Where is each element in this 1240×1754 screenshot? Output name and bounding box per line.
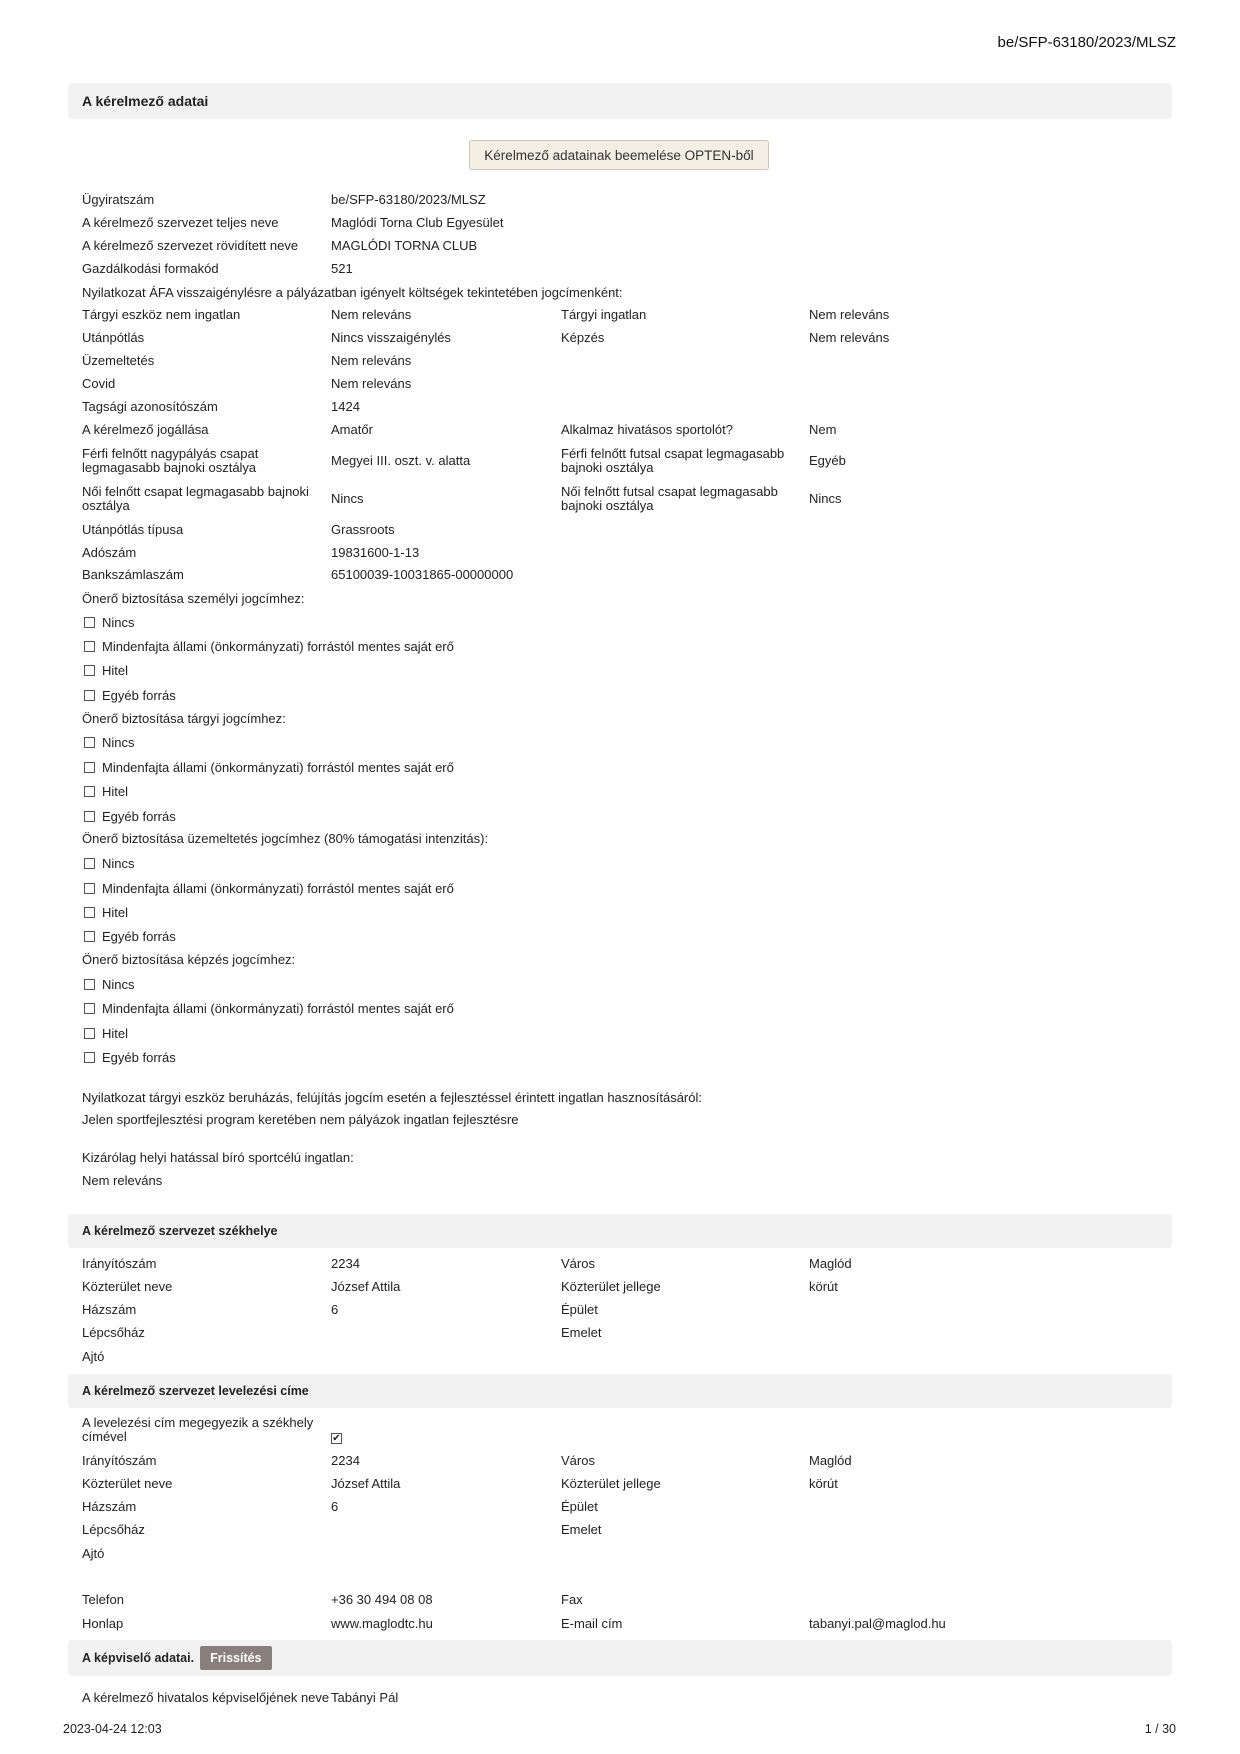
field-label: Női felnőtt csapat legmagasabb bajnoki osztálya bbox=[82, 484, 309, 513]
field-label: Fax bbox=[561, 1592, 583, 1607]
property-declaration-question: Nyilatkozat tárgyi eszköz beruházás, felújítás jogcím esetén a fejlesztéssel érintett ingatlan hasznosításáról: bbox=[82, 1089, 702, 1105]
field-label: Lépcsőház bbox=[82, 1325, 145, 1340]
field-label: Emelet bbox=[561, 1325, 602, 1340]
row-mail-street bbox=[82, 1473, 1172, 1495]
row-mail-same-as-seat bbox=[82, 1412, 1172, 1448]
field-label: Covid bbox=[82, 376, 116, 391]
row-form-code bbox=[82, 258, 1172, 280]
field-value: körút bbox=[809, 1279, 838, 1294]
refresh-button[interactable]: Frissítés bbox=[200, 1646, 271, 1670]
row-short-name bbox=[82, 235, 1172, 257]
onero-tangible-option[interactable] bbox=[84, 780, 128, 802]
onero-tangible-option[interactable] bbox=[84, 756, 454, 778]
checkbox[interactable] bbox=[84, 1028, 95, 1039]
website-link[interactable]: www.maglodtc.hu bbox=[331, 1616, 433, 1631]
onero-training-title: Önerő biztosítása képzés jogcímhez: bbox=[82, 951, 296, 967]
checkbox[interactable] bbox=[84, 907, 95, 918]
field-label: Férfi felnőtt nagypályás csapat legmagasabb bajnoki osztálya bbox=[82, 446, 259, 475]
field-value: Nem releváns bbox=[809, 307, 890, 322]
row-ugyiratszam bbox=[82, 189, 1172, 211]
option-label: Nincs bbox=[102, 976, 135, 992]
field-value: 6 bbox=[331, 1302, 339, 1317]
field-value: MAGLÓDI TORNA CLUB bbox=[331, 238, 478, 253]
row-seat-door bbox=[82, 1346, 1172, 1368]
row-tangible-assets bbox=[82, 304, 1172, 326]
field-value: +36 30 494 08 08 bbox=[331, 1592, 433, 1607]
onero-training-option[interactable] bbox=[84, 1046, 176, 1068]
field-label: Közterület neve bbox=[82, 1279, 173, 1294]
property-declaration-answer: Jelen sportfejlesztési program keretében nem pályázok ingatlan fejlesztésre bbox=[82, 1111, 519, 1127]
section-applicant-header bbox=[68, 83, 1172, 119]
footer-date: 2023-04-24 12:03 bbox=[63, 1722, 162, 1736]
section-title: A kérelmező szervezet székhelye bbox=[82, 1224, 278, 1238]
row-mail-staircase bbox=[82, 1519, 1172, 1541]
field-label: Férfi felnőtt futsal csapat legmagasabb bajnoki osztálya bbox=[561, 446, 785, 475]
document-reference: be/SFP-63180/2023/MLSZ bbox=[997, 34, 1176, 51]
checkbox[interactable] bbox=[84, 762, 95, 773]
option-label: Hitel bbox=[102, 783, 129, 799]
row-tax-number bbox=[82, 542, 1172, 564]
field-label: Honlap bbox=[82, 1616, 124, 1631]
row-full-name bbox=[82, 212, 1172, 234]
field-value: 6 bbox=[331, 1499, 339, 1514]
row-membership-id bbox=[82, 396, 1172, 418]
onero-tangible-option[interactable] bbox=[84, 731, 135, 753]
field-value: 2234 bbox=[331, 1256, 360, 1271]
field-value: Nem releváns bbox=[809, 330, 890, 345]
checkbox[interactable] bbox=[84, 737, 95, 748]
field-value: Maglódi Torna Club Egyesület bbox=[331, 215, 504, 230]
field-label: Irányítószám bbox=[82, 1256, 157, 1271]
row-men-division bbox=[82, 443, 1172, 479]
field-label: E-mail cím bbox=[561, 1616, 623, 1631]
option-label: Mindenfajta állami (önkormányzati) forrástól mentes saját erő bbox=[102, 759, 454, 775]
section-title: A kérelmező szervezet levelezési címe bbox=[82, 1384, 309, 1398]
field-label: Ajtó bbox=[82, 1546, 105, 1561]
row-youth-type bbox=[82, 519, 1172, 541]
onero-personal-option[interactable] bbox=[84, 611, 135, 633]
field-value: Nincs bbox=[809, 491, 842, 506]
row-seat-zip bbox=[82, 1253, 1172, 1275]
field-value: Nem bbox=[809, 422, 837, 437]
option-label: Hitel bbox=[102, 662, 129, 678]
option-label: Nincs bbox=[102, 855, 135, 871]
field-label: A kérelmező szervezet teljes neve bbox=[82, 215, 279, 230]
onero-training-option[interactable] bbox=[84, 973, 135, 995]
option-label: Hitel bbox=[102, 1025, 129, 1041]
field-label: Telefon bbox=[82, 1592, 124, 1607]
field-label: Tárgyi ingatlan bbox=[561, 307, 647, 322]
field-label: Épület bbox=[561, 1499, 598, 1514]
field-value: Nincs visszaigénylés bbox=[331, 330, 451, 345]
onero-training-option[interactable] bbox=[84, 997, 454, 1019]
checkbox[interactable] bbox=[84, 617, 95, 628]
field-label: Lépcsőház bbox=[82, 1522, 145, 1537]
row-mail-door bbox=[82, 1543, 1172, 1565]
field-value: József Attila bbox=[331, 1279, 401, 1294]
field-label: Utánpótlás típusa bbox=[82, 522, 184, 537]
local-impact-question: Kizárólag helyi hatással bíró sportcélú ingatlan: bbox=[82, 1149, 354, 1165]
onero-operation-option[interactable] bbox=[84, 925, 176, 947]
checkbox[interactable] bbox=[84, 641, 95, 652]
field-label: A levelezési cím megegyezik a székhely címével bbox=[82, 1415, 314, 1444]
row-seat-staircase bbox=[82, 1322, 1172, 1344]
field-value: József Attila bbox=[331, 1476, 401, 1491]
onero-personal-option[interactable] bbox=[84, 684, 176, 706]
vat-declaration-text: Nyilatkozat ÁFA visszaigénylésre a pályázatban igényelt költségek tekintetében jogcímenként: bbox=[82, 284, 623, 300]
row-covid bbox=[82, 373, 1172, 395]
field-label: Város bbox=[561, 1453, 595, 1468]
field-value: Egyéb bbox=[809, 453, 846, 468]
section-representative-header bbox=[68, 1640, 1172, 1676]
field-label: Utánpótlás bbox=[82, 330, 145, 345]
field-value: Megyei III. oszt. v. alatta bbox=[331, 453, 471, 468]
field-value: 521 bbox=[331, 261, 353, 276]
field-label: Tagsági azonosítószám bbox=[82, 399, 218, 414]
row-operation bbox=[82, 350, 1172, 372]
field-label: Házszám bbox=[82, 1499, 137, 1514]
section-title: A kérelmező adatai bbox=[82, 93, 209, 109]
checkbox[interactable] bbox=[84, 665, 95, 676]
option-label: Mindenfajta állami (önkormányzati) forrástól mentes saját erő bbox=[102, 638, 454, 654]
field-label: Épület bbox=[561, 1302, 598, 1317]
option-label: Mindenfajta állami (önkormányzati) forrástól mentes saját erő bbox=[102, 1000, 454, 1016]
checkbox[interactable] bbox=[84, 690, 95, 701]
option-label: Hitel bbox=[102, 904, 129, 920]
field-label: A kérelmező jogállása bbox=[82, 422, 209, 437]
row-mail-zip bbox=[82, 1450, 1172, 1472]
local-impact-answer: Nem releváns bbox=[82, 1172, 163, 1188]
option-label: Egyéb forrás bbox=[102, 928, 176, 944]
same-as-seat-checkbox[interactable]: ✔ bbox=[332, 1432, 341, 1444]
field-value: Maglód bbox=[809, 1256, 852, 1271]
field-label: Női felnőtt futsal csapat legmagasabb bajnoki osztálya bbox=[561, 484, 778, 513]
onero-tangible-title: Önerő biztosítása tárgyi jogcímhez: bbox=[82, 710, 286, 726]
row-official-representative bbox=[82, 1687, 1172, 1709]
section-title: A képviselő adatai. bbox=[82, 1651, 195, 1665]
field-value: Tabányi Pál bbox=[331, 1690, 399, 1705]
email-link[interactable]: tabanyi.pal@maglod.hu bbox=[809, 1616, 946, 1631]
checkbox[interactable] bbox=[84, 858, 95, 869]
field-label: Közterület jellege bbox=[561, 1279, 661, 1294]
checkbox[interactable] bbox=[84, 931, 95, 942]
field-label: Irányítószám bbox=[82, 1453, 157, 1468]
row-seat-street bbox=[82, 1276, 1172, 1298]
onero-operation-option[interactable] bbox=[84, 852, 135, 874]
row-website bbox=[82, 1613, 1172, 1635]
same-as-seat-checkbox-wrap bbox=[331, 1416, 561, 1445]
onero-tangible-option[interactable] bbox=[84, 805, 176, 827]
field-label: Bankszámlaszám bbox=[82, 567, 184, 582]
field-value: Maglód bbox=[809, 1453, 852, 1468]
row-legal-status bbox=[82, 419, 1172, 441]
field-label: Képzés bbox=[561, 330, 605, 345]
row-women-division bbox=[82, 481, 1172, 517]
field-label: Adószám bbox=[82, 545, 137, 560]
field-label: Közterület neve bbox=[82, 1476, 173, 1491]
field-label: Házszám bbox=[82, 1302, 137, 1317]
field-label: Tárgyi eszköz nem ingatlan bbox=[82, 307, 241, 322]
option-label: Egyéb forrás bbox=[102, 1049, 176, 1065]
option-label: Egyéb forrás bbox=[102, 808, 176, 824]
option-label: Nincs bbox=[102, 614, 135, 630]
field-value: be/SFP-63180/2023/MLSZ bbox=[331, 192, 486, 207]
field-label: Emelet bbox=[561, 1522, 602, 1537]
field-value: Nem releváns bbox=[331, 353, 412, 368]
row-youth bbox=[82, 327, 1172, 349]
onero-personal-option[interactable] bbox=[84, 659, 128, 681]
option-label: Mindenfajta állami (önkormányzati) forrástól mentes saját erő bbox=[102, 880, 454, 896]
onero-operation-option[interactable] bbox=[84, 877, 454, 899]
checkbox[interactable] bbox=[84, 979, 95, 990]
onero-training-option[interactable] bbox=[84, 1022, 128, 1044]
field-value: körút bbox=[809, 1476, 838, 1491]
field-label: Ügyiratszám bbox=[82, 192, 155, 207]
field-value: Grassroots bbox=[331, 522, 395, 537]
row-phone bbox=[82, 1589, 1172, 1611]
option-label: Egyéb forrás bbox=[102, 687, 176, 703]
field-value: Nem releváns bbox=[331, 376, 412, 391]
field-value: 1424 bbox=[331, 399, 360, 414]
checkbox[interactable] bbox=[84, 1052, 95, 1063]
field-label: Alkalmaz hivatásos sportolót? bbox=[561, 422, 733, 437]
row-mail-house-number bbox=[82, 1496, 1172, 1518]
field-value: 19831600-1-13 bbox=[331, 545, 420, 560]
onero-operation-title: Önerő biztosítása üzemeltetés jogcímhez (80% támogatási intenzitás): bbox=[82, 830, 489, 846]
field-label: Ajtó bbox=[82, 1349, 105, 1364]
row-seat-house-number bbox=[82, 1299, 1172, 1321]
field-label: Üzemeltetés bbox=[82, 353, 155, 368]
option-label: Nincs bbox=[102, 734, 135, 750]
field-label: Város bbox=[561, 1256, 595, 1271]
checkbox[interactable] bbox=[84, 786, 95, 797]
checkbox[interactable] bbox=[84, 1003, 95, 1014]
field-value: Nem releváns bbox=[331, 307, 412, 322]
checkbox[interactable] bbox=[84, 811, 95, 822]
field-value: Amatőr bbox=[331, 422, 373, 437]
field-label: A kérelmező szervezet rövidített neve bbox=[82, 238, 299, 253]
field-label: Gazdálkodási formakód bbox=[82, 261, 219, 276]
field-label: Közterület jellege bbox=[561, 1476, 661, 1491]
field-value: 65100039-10031865-00000000 bbox=[331, 567, 514, 582]
onero-personal-option[interactable] bbox=[84, 635, 454, 657]
row-bank-account bbox=[82, 564, 1172, 586]
field-value: Nincs bbox=[331, 491, 364, 506]
checkbox[interactable] bbox=[84, 883, 95, 894]
section-seat-header bbox=[68, 1214, 1172, 1248]
import-opten-button[interactable]: Kérelmező adatainak beemelése OPTEN-ből bbox=[469, 140, 769, 170]
field-label: A kérelmező hivatalos képviselőjének neve bbox=[82, 1690, 330, 1705]
onero-operation-option[interactable] bbox=[84, 901, 128, 923]
onero-personal-title: Önerő biztosítása személyi jogcímhez: bbox=[82, 590, 305, 606]
page-number: 1 / 30 bbox=[1144, 1722, 1176, 1736]
section-mail-header bbox=[68, 1374, 1172, 1408]
field-value: 2234 bbox=[331, 1453, 360, 1468]
